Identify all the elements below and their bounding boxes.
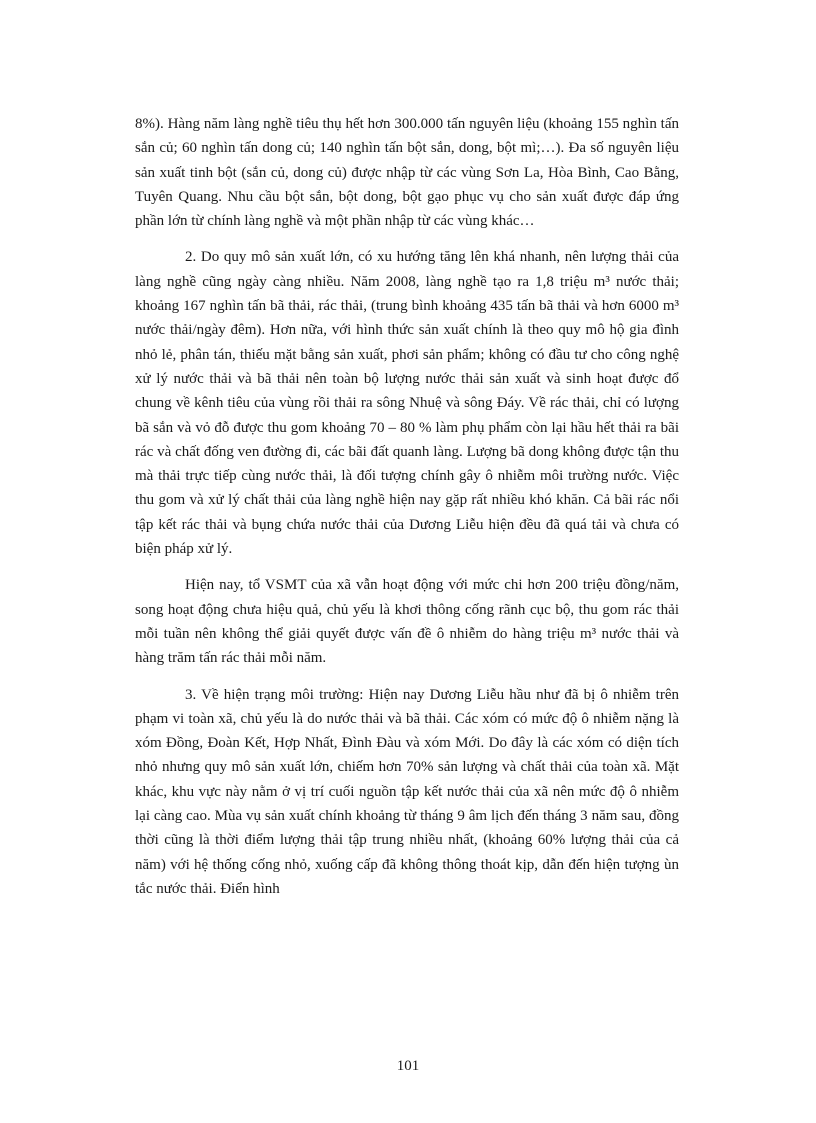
paragraph-environment-status: 3. Về hiện trạng môi trường: Hiện nay Dương Liễu hầu như đã bị ô nhiễm trên phạm vi toàn xã, chủ yếu là do nước thải và bã thải. Các xóm có mức độ ô nhiễm nặng là xóm Đồng, Đoàn Kết, Hợp Nhất, Đình Đàu và xóm Mới. Do đây là các xóm có diện tích nhỏ nhưng quy mô sản xuất lớn, chiếm hơn 70% sản lượng và chất thải của toàn xã. Mặt khác, khu vực này nằm ở vị trí cuối nguồn tập kết nước thải của xã nên mức độ ô nhiễm lại càng cao. Mùa vụ sản xuất chính khoảng từ tháng 9 âm lịch đến tháng 3 năm sau, đồng thời cũng là thời điểm lượng thải tập trung nhiều nhất, (khoảng 60% lượng thải của cả năm) với hệ thống cống nhỏ, xuống cấp đã không thông thoát kịp, dẫn đến hiện tượng ùn tắc nước thải. Điển hình: [135, 686, 679, 897]
body-text: [135, 112, 679, 913]
paragraph-sanitation-team: Hiện nay, tổ VSMT của xã vẫn hoạt động với mức chi hơn 200 triệu đồng/năm, song hoạt động chưa hiệu quả, chủ yếu là khơi thông cống rãnh cục bộ, thu gom rác thải mỗi tuần nên không thể giải quyết được vấn đề ô nhiễm do hàng triệu m³ nước thải và hàng trăm tấn rác thải mỗi năm.: [135, 577, 679, 667]
paragraph-raw-materials: 8%). Hàng năm làng nghề tiêu thụ hết hơn 300.000 tấn nguyên liệu (khoảng 155 nghìn tấn sắn củ; 60 nghìn tấn dong củ; 140 nghìn tấn bột sắn, dong, bột mì;…). Đa số nguyên liệu sản xuất tinh bột (sắn củ, dong củ) được nhập từ các vùng Sơn La, Hòa Bình, Cao Bằng, Tuyên Quang. Nhu cầu bột sắn, bột dong, bột gạo phục vụ cho sản xuất được đáp ứng phần lớn từ chính làng nghề và một phần nhập từ các vùng khác…: [135, 116, 679, 230]
paragraph-waste-volume: 2. Do quy mô sản xuất lớn, có xu hướng tăng lên khá nhanh, nên lượng thải của làng nghề cũng ngày càng nhiều. Năm 2008, làng nghề tạo ra 1,8 triệu m³ nước thải; khoảng 167 nghìn tấn bã thải, rác thải, (trung bình khoảng 435 tấn bã thải và hơn 6000 m³ nước thải/ngày đêm). Hơn nữa, với hình thức sản xuất chính là theo quy mô hộ gia đình nhỏ lẻ, phân tán, thiếu mặt bằng sản xuất, phơi sản phẩm; không có đầu tư cho công nghệ xử lý nước thải và bã thải nên toàn bộ lượng nước thải sản xuất và sinh hoạt được đổ chung về kênh tiêu của vùng rồi thải ra sông Nhuệ và sông Đáy. Về rác thải, chỉ có lượng bã sắn và vỏ đỗ được thu gom khoảng 70 – 80 % làm phụ phẩm còn lại hầu hết thải ra bãi rác và chất đống ven đường đi, các bãi đất quanh làng. Lượng bã dong không được tận thu mà thải trực tiếp cùng nước thải, là đối tượng chính gây ô nhiễm môi trường nước. Việc thu gom và xử lý chất thải của làng nghề hiện nay gặp rất nhiều khó khăn. Cả bãi rác nổi tập kết rác thải và bụng chứa nước thải của Dương Liễu hiện đều đã quá tải và chưa có biện pháp xử lý.: [135, 249, 679, 558]
page-number: 101: [396, 1058, 420, 1074]
